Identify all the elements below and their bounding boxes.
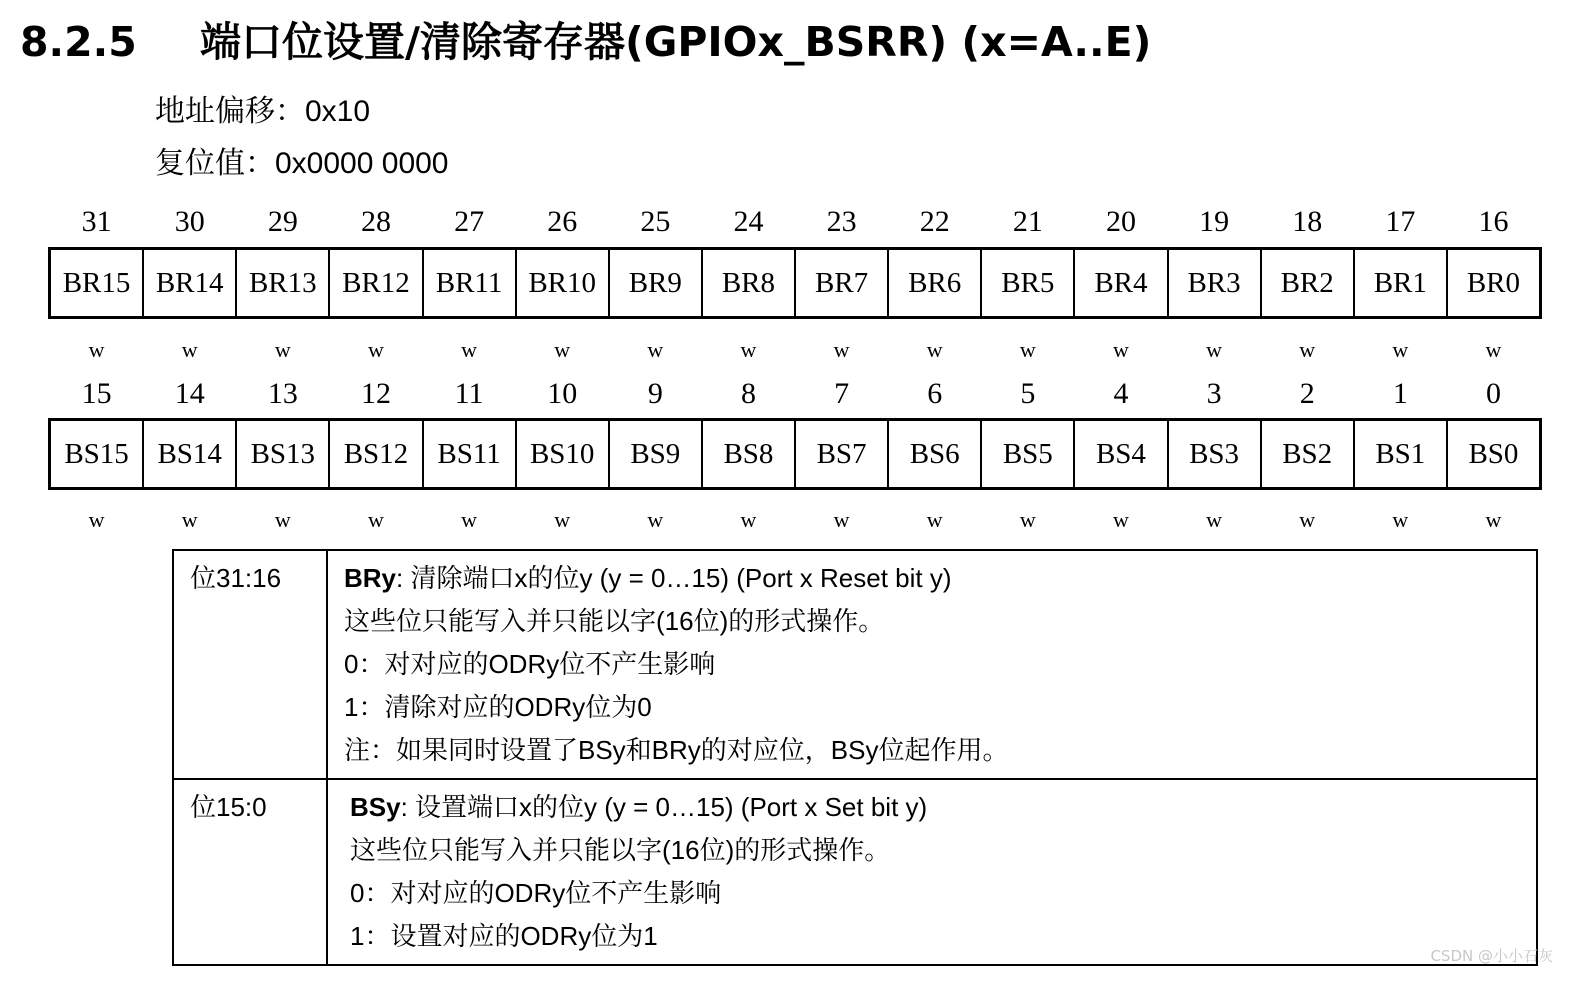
access-type: w [554,507,571,532]
access-type: w [926,507,943,532]
access-type: w [88,507,105,532]
register-field: BR1 [1355,250,1448,316]
watermark: CSDN @小小石灰 [1430,947,1553,965]
field-heading [344,557,1520,600]
bit-number: 12 [360,377,391,410]
bit-range: 位15:0 [173,779,327,965]
bit-number: 7 [834,377,850,410]
bit-number: 15 [81,377,112,410]
description-line: 这些位只能写入并只能以字(16位)的形式操作。 [350,835,891,865]
access-type: w [461,337,477,362]
register-field: BS15 [51,421,144,487]
bit-number: 30 [174,205,205,238]
bit-number: 3 [1206,377,1222,410]
upper-access-row [50,335,1540,365]
access-type: w [554,337,571,362]
bit-number: 21 [1012,205,1043,238]
field-summary: : 设置端口x的位y (y = 0…15) (Port x Set bit y) [400,792,928,822]
bit-number: 22 [919,205,950,238]
access-type: w [181,337,198,362]
bit-number: 4 [1113,377,1129,410]
access-type: w [1485,337,1502,362]
access-type: w [181,507,198,532]
access-type: w [740,507,757,532]
register-field: BS5 [982,421,1075,487]
bit-number: 1 [1392,377,1408,410]
access-type: w [1019,337,1036,362]
bit-number: 25 [640,205,671,238]
description-line: 0：对对应的ODRy位不产生影响 [344,649,716,679]
description-line: 这些位只能写入并只能以字(16位)的形式操作。 [344,606,885,636]
access-type: w [647,337,664,362]
bit-number: 31 [81,205,112,238]
bit-number: 20 [1105,205,1136,238]
access-type: w [647,507,664,532]
access-type: w [1112,507,1129,532]
bit-number: 18 [1292,205,1323,238]
bit-number: 29 [267,205,298,238]
register-field: BS4 [1075,421,1168,487]
bit-number: 17 [1385,205,1416,238]
description-row-br [173,550,1537,779]
lower-register-fields [48,418,1542,490]
access-type: w [926,337,943,362]
register-field: BR10 [517,250,610,316]
bit-number: 14 [174,377,205,410]
description-line: 1：设置对应的ODRy位为1 [350,921,658,951]
register-field: BS13 [237,421,330,487]
access-type: w [274,507,291,532]
register-field: BR3 [1169,250,1262,316]
bit-number: 2 [1299,377,1315,410]
bit-number: 0 [1485,377,1501,410]
field-heading [350,786,1520,829]
register-field: BR8 [703,250,796,316]
register-field: BR13 [237,250,330,316]
access-type: w [1019,507,1036,532]
register-field: BR0 [1466,266,1521,299]
access-type: w [1392,507,1409,532]
register-field: BS11 [424,421,517,487]
field-description [327,550,1537,779]
bit-number: 6 [927,377,943,410]
bit-number: 13 [267,377,298,410]
description-line: 0：对对应的ODRy位不产生影响 [350,878,722,908]
bit-number: 8 [740,377,756,410]
description-line: 注：如果同时设置了BSy和BRy的对应位，BSy位起作用。 [344,735,1009,765]
bit-number: 28 [360,205,391,238]
register-field: BS1 [1355,421,1448,487]
register-field: BR11 [424,250,517,316]
register-field: BR4 [1075,250,1168,316]
register-field: BS0 [1468,437,1519,470]
access-type: w [1485,507,1502,532]
description-line: 1：清除对应的ODRy位为0 [344,692,652,722]
access-type: w [740,337,757,362]
register-field: BS9 [610,421,703,487]
bit-number: 23 [826,205,857,238]
field-name: BRy [344,563,397,593]
section-number: 8.2.5 [20,18,137,66]
register-field: BR15 [51,250,144,316]
access-type: w [1392,337,1409,362]
register-field: BS3 [1169,421,1262,487]
access-type: w [1299,507,1316,532]
access-type: w [1206,337,1222,362]
access-type: w [88,337,105,362]
upper-register-fields [48,247,1542,319]
register-field: BR14 [144,250,237,316]
register-field: BR6 [889,250,982,316]
register-field: BR12 [330,250,423,316]
access-type: w [833,337,850,362]
bit-range: 位31:16 [173,550,327,779]
register-field: BS2 [1262,421,1355,487]
register-field: BS14 [144,421,237,487]
access-type: w [1299,337,1316,362]
bit-number: 26 [547,205,578,238]
register-field: BR7 [796,250,889,316]
upper-bit-numbers [50,200,1540,244]
access-type: w [367,337,384,362]
register-field: BR9 [610,250,703,316]
bit-number: 11 [454,377,484,410]
access-type: w [833,507,850,532]
field-description [327,779,1537,965]
register-field: BR2 [1262,250,1355,316]
register-field: BS10 [517,421,610,487]
lower-access-row [50,505,1540,535]
register-field: BS12 [330,421,423,487]
section-title: 端口位设置/清除寄存器(GPIOx_BSRR) (x=A..E) [200,18,1152,66]
field-name: BSy [350,792,401,822]
access-type: w [274,337,291,362]
register-field: BS7 [796,421,889,487]
bit-number: 9 [647,377,663,410]
register-field: BS6 [889,421,982,487]
address-offset: 地址偏移：0x10 [155,95,371,128]
access-type: w [1112,337,1129,362]
access-type: w [461,507,477,532]
reset-value: 复位值：0x0000 0000 [155,147,449,180]
register-field: BR5 [982,250,1075,316]
bit-number: 19 [1199,205,1230,238]
register-field: BS8 [703,421,796,487]
bit-description-table [172,549,1538,966]
access-type: w [1206,507,1222,532]
bit-number: 5 [1020,377,1036,410]
bit-number: 27 [454,205,485,238]
bit-number: 10 [547,377,578,410]
access-type: w [367,507,384,532]
bit-number: 16 [1478,205,1509,238]
bit-number: 24 [733,205,764,238]
description-row-bs [173,779,1537,965]
lower-bit-numbers [50,372,1540,416]
field-summary: : 清除端口x的位y (y = 0…15) (Port x Reset bit y) [396,563,952,593]
